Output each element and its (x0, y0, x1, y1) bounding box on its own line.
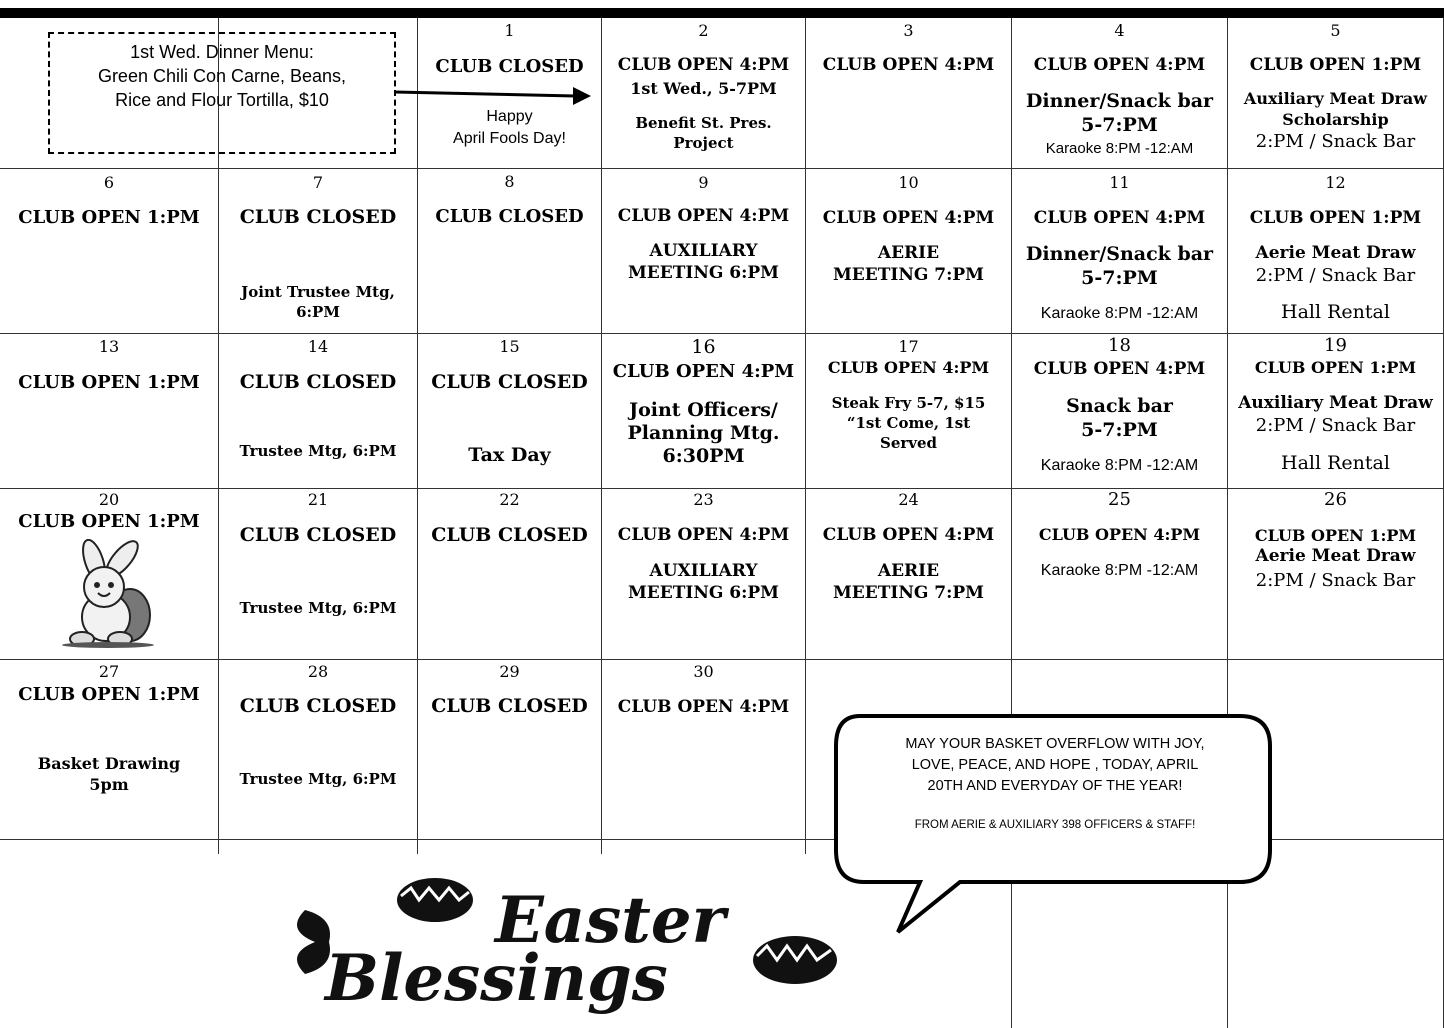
day-cell-21 (219, 489, 417, 659)
club-status: CLUB OPEN 4:PM (617, 55, 790, 75)
event-text: Tax Day (468, 444, 551, 466)
day-number: 10 (898, 173, 919, 192)
event-text: 2:PM / Snack Bar (1255, 131, 1416, 152)
event-text: Happy (486, 108, 533, 125)
event-text: Basket Drawing (37, 754, 181, 773)
event-text: AERIE (877, 243, 940, 263)
day-cell-12 (1228, 169, 1443, 333)
bubble-line: 20TH AND EVERYDAY OF THE YEAR! (927, 778, 1183, 794)
day-cell-17 (806, 334, 1011, 488)
event-text: Dinner/Snack bar (1025, 243, 1214, 265)
day-cell-19 (1228, 334, 1443, 488)
event-text: 5-7:PM (1081, 419, 1158, 441)
easter-bunny-icon (58, 539, 158, 649)
day-number: 19 (1324, 335, 1347, 356)
event-text: Scholarship (1282, 110, 1389, 129)
day-cell-27 (0, 660, 218, 839)
day-cell-22 (418, 489, 601, 659)
day-number: 30 (693, 662, 714, 681)
menu-line: Green Chili Con Carne, Beans, (97, 66, 347, 86)
club-status: CLUB CLOSED (431, 695, 588, 717)
day-number: 2 (698, 21, 709, 40)
day-number: 7 (312, 173, 324, 192)
day-cell-2 (602, 18, 805, 168)
day-cell-14 (219, 334, 417, 488)
club-status: CLUB OPEN 1:PM (1249, 55, 1422, 75)
event-text: Dinner/Snack bar (1025, 90, 1214, 112)
easter-blessings-logo (285, 870, 845, 1020)
day-cell-11 (1012, 169, 1227, 333)
day-number: 18 (1108, 335, 1131, 356)
day-number: 12 (1325, 173, 1346, 192)
club-status: CLUB CLOSED (431, 524, 588, 546)
bubble-signature: FROM AERIE & AUXILIARY 398 OFFICERS & STAFF! (914, 819, 1196, 831)
club-status: CLUB OPEN 4:PM (1038, 525, 1201, 544)
day-number: 13 (98, 337, 120, 356)
event-text: AUXILIARY (649, 241, 758, 261)
club-status: CLUB OPEN 4:PM (827, 358, 990, 377)
club-status: CLUB CLOSED (239, 524, 397, 546)
event-text: Trustee Mtg, 6:PM (239, 770, 397, 788)
event-text: Joint Officers/ (629, 399, 778, 421)
day-cell-18 (1012, 334, 1227, 488)
club-status: CLUB OPEN 1:PM (18, 372, 200, 393)
club-status: CLUB CLOSED (435, 56, 584, 77)
event-text: Served (879, 434, 938, 452)
day-number: 23 (693, 490, 714, 509)
club-status: CLUB OPEN 4:PM (1033, 359, 1206, 379)
club-status: CLUB OPEN 1:PM (1249, 208, 1422, 228)
event-text: 5-7:PM (1081, 114, 1158, 136)
club-status: CLUB OPEN 1:PM (18, 684, 200, 705)
club-status: CLUB CLOSED (431, 371, 588, 393)
day-cell-25 (1012, 489, 1227, 659)
day-cell-4 (1012, 18, 1227, 168)
day-number: 27 (98, 662, 120, 681)
day-cell-7 (219, 169, 417, 333)
club-status: CLUB OPEN 4:PM (617, 525, 790, 545)
club-status: CLUB OPEN 4:PM (612, 361, 795, 382)
day-cell-1 (418, 18, 601, 168)
club-status: CLUB OPEN 4:PM (822, 55, 995, 75)
event-text: 6:30PM (662, 445, 745, 467)
club-status: CLUB OPEN 4:PM (822, 208, 995, 228)
event-text: MEETING 7:PM (832, 583, 985, 603)
club-status: CLUB OPEN 4:PM (1033, 55, 1206, 75)
event-text: 2:PM / Snack Bar (1255, 415, 1416, 436)
day-cell-23 (602, 489, 805, 659)
bubble-line: MAY YOUR BASKET OVERFLOW WITH JOY, (905, 736, 1205, 752)
day-number: 8 (504, 172, 515, 191)
day-number: 9 (698, 173, 709, 192)
top-border-bar (0, 8, 1444, 18)
event-text: 5-7:PM (1081, 267, 1158, 289)
event-text: 6:PM (296, 303, 340, 321)
day-number: 1 (504, 21, 515, 40)
day-cell-30 (602, 660, 805, 839)
event-text: 1st Wed., 5-7PM (630, 79, 777, 98)
event-text: Snack bar (1066, 395, 1173, 417)
day-cell-8 (418, 169, 601, 333)
day-cell-3 (806, 18, 1011, 168)
event-text: Karaoke 8:PM -12:AM (1045, 140, 1194, 157)
day-number: 17 (898, 337, 919, 356)
event-text: “1st Come, 1st (846, 414, 971, 432)
event-text: MEETING 6:PM (627, 583, 780, 603)
club-status: CLUB OPEN 4:PM (822, 525, 995, 545)
day-cell-29 (418, 660, 601, 839)
day-cell-6 (0, 169, 218, 333)
day-cell-9 (602, 169, 805, 333)
event-text: Steak Fry 5-7, $15 (831, 394, 986, 412)
event-text: MEETING 7:PM (832, 265, 985, 285)
club-status: CLUB CLOSED (239, 695, 397, 717)
club-status: CLUB CLOSED (435, 206, 584, 227)
event-text: Trustee Mtg, 6:PM (239, 442, 397, 460)
day-number: 22 (499, 490, 520, 509)
day-number: 16 (691, 336, 716, 358)
event-text: 2:PM / Snack Bar (1255, 265, 1416, 286)
event-text: Trustee Mtg, 6:PM (239, 599, 397, 617)
day-number: 14 (307, 337, 329, 356)
club-status: CLUB OPEN 1:PM (18, 207, 200, 228)
club-status: CLUB OPEN 1:PM (1254, 358, 1417, 377)
day-number: 24 (898, 490, 919, 509)
club-status: CLUB OPEN 4:PM (1033, 208, 1206, 228)
event-text: AUXILIARY (649, 561, 758, 581)
event-text: MEETING 6:PM (627, 263, 780, 283)
day-cell-10 (806, 169, 1011, 333)
event-text: April Fools Day! (453, 130, 566, 147)
event-text: Karaoke 8:PM -12:AM (1040, 562, 1199, 579)
day-number: 28 (307, 662, 329, 681)
day-number: 15 (499, 337, 520, 356)
day-number: 6 (103, 173, 115, 192)
day-cell-13 (0, 334, 218, 488)
event-text: Aerie Meat Draw (1255, 243, 1416, 263)
day-cell-28 (219, 660, 417, 839)
event-text: AERIE (877, 561, 940, 581)
day-cell-15 (418, 334, 601, 488)
bubble-line: LOVE, PEACE, AND HOPE , TODAY, APRIL (911, 757, 1199, 773)
event-text: Planning Mtg. (627, 422, 780, 444)
day-number: 3 (903, 21, 914, 40)
day-number: 26 (1324, 489, 1347, 510)
menu-line: 1st Wed. Dinner Menu: (130, 42, 314, 62)
menu-line: Rice and Flour Tortilla, $10 (115, 90, 329, 110)
day-number: 29 (499, 662, 520, 681)
day-cell-26 (1228, 489, 1443, 659)
event-text: Project (673, 134, 734, 152)
club-status: CLUB OPEN 4:PM (617, 697, 790, 717)
svg-text:Blessings: Blessings (325, 941, 668, 1016)
event-text: Benefit St. Pres. (635, 114, 772, 132)
event-text: Aerie Meat Draw (1255, 546, 1416, 566)
event-text: 2:PM / Snack Bar (1255, 570, 1416, 591)
event-text: Auxiliary Meat Draw (1238, 393, 1433, 413)
club-status: CLUB CLOSED (239, 206, 397, 228)
event-text: Karaoke 8:PM -12:AM (1040, 305, 1199, 322)
bubble-message (840, 734, 1270, 797)
event-text: Auxiliary Meat Draw (1243, 89, 1428, 108)
club-status: CLUB OPEN 1:PM (18, 511, 200, 532)
club-status: CLUB OPEN 1:PM (1254, 526, 1417, 545)
day-cell-16 (602, 334, 805, 488)
event-text: Joint Trustee Mtg, (241, 283, 395, 301)
club-status: CLUB OPEN 4:PM (617, 206, 790, 226)
day-number: 4 (1114, 21, 1125, 40)
event-text: Hall Rental (1281, 452, 1390, 474)
dinner-menu-box (48, 32, 396, 154)
day-cell-20 (0, 489, 218, 659)
day-number: 21 (307, 490, 329, 509)
day-cell-5 (1228, 18, 1443, 168)
day-cell-24 (806, 489, 1011, 659)
event-text: Karaoke 8:PM -12:AM (1040, 457, 1199, 474)
svg-text:Easter: Easter (495, 883, 726, 958)
day-number: 20 (98, 490, 120, 509)
day-number: 5 (1330, 21, 1341, 40)
event-text: 5pm (89, 775, 129, 794)
event-text: Hall Rental (1281, 301, 1390, 323)
club-status: CLUB CLOSED (239, 371, 397, 393)
day-number: 11 (1109, 173, 1130, 192)
day-number: 25 (1108, 489, 1131, 510)
